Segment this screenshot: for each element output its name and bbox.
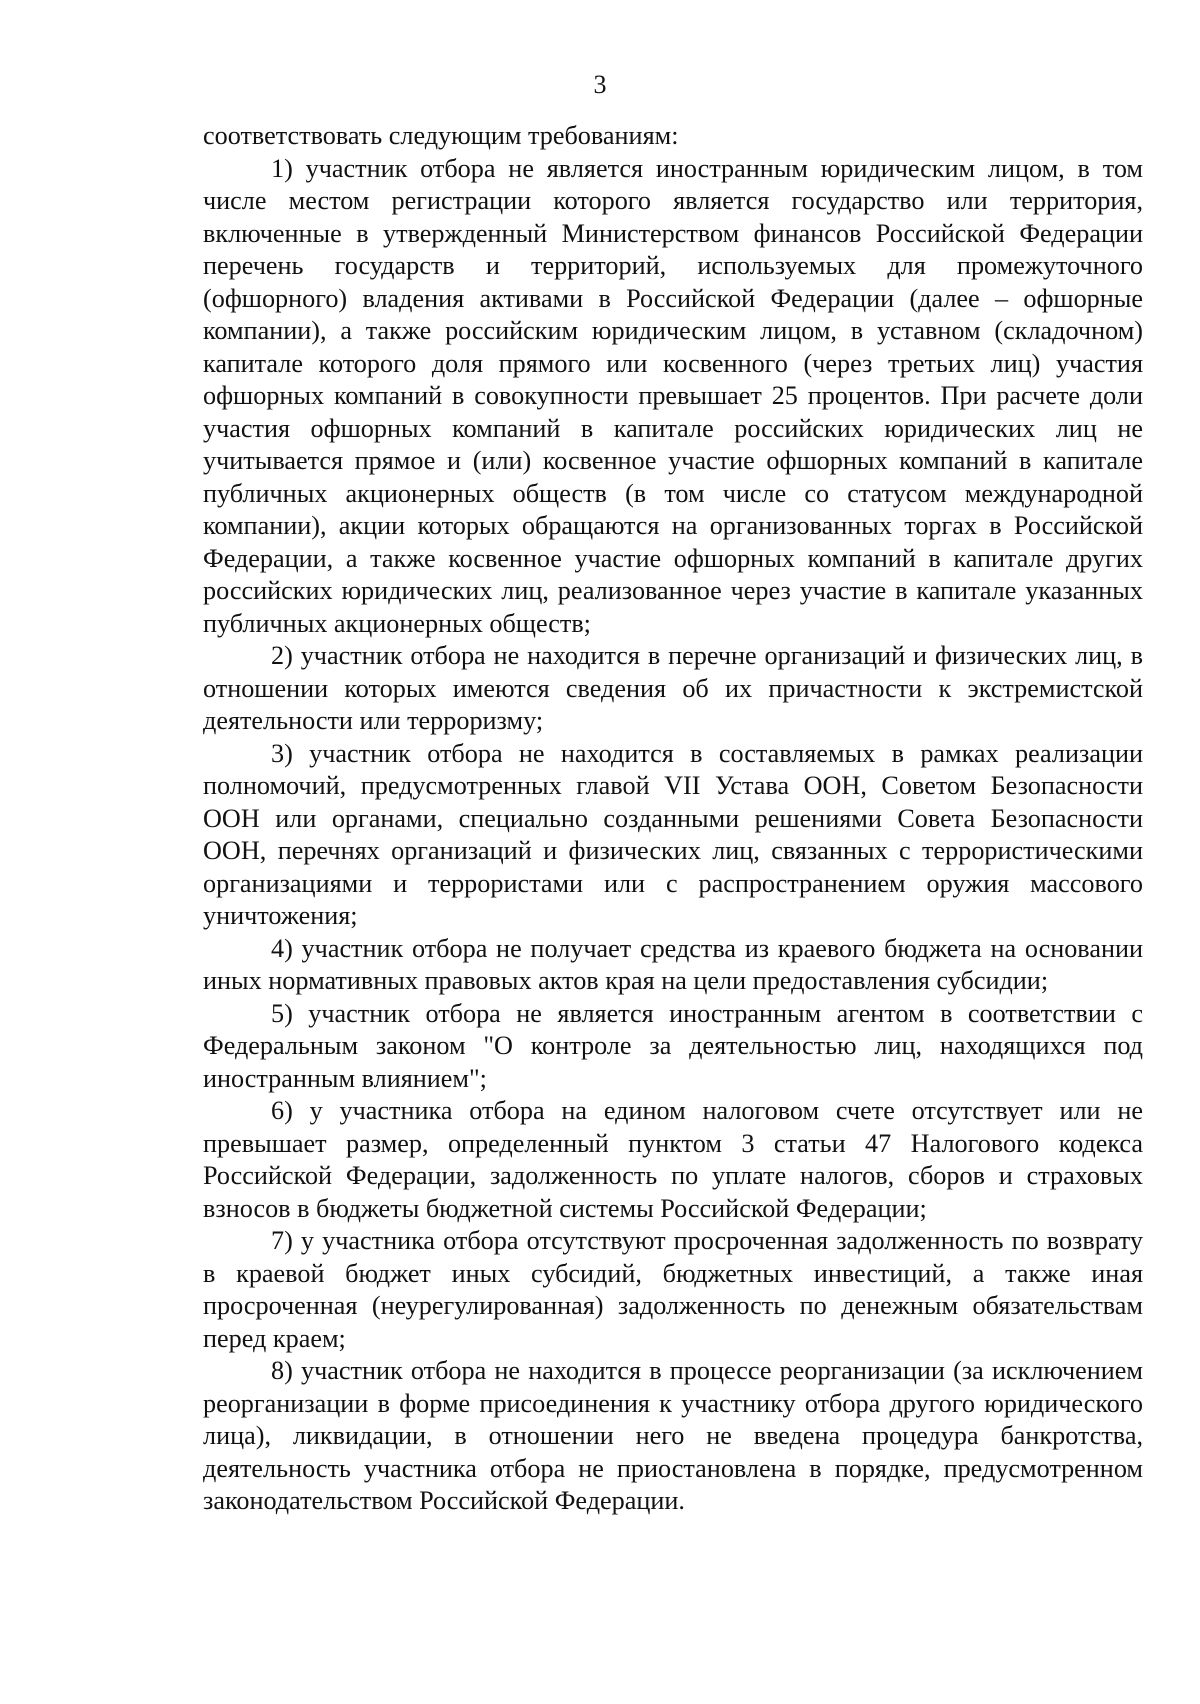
requirement-item-1: 1) участник отбора не является иностранным юридическим лицом, в том числе местом регистрации которого является государство или территория, включенные в утвержденный Министерством финансов Российской Федерации перечень государств и территорий, используемых для промежуточного (офшорного) владения активами в Российской Федерации (далее – офшорные компании), а также российским юридическим лицом, в уставном (складочном) капитале которого доля прямого или косвенного (через третьих лиц) участия офшорных компаний в совокупности превышает 25 процентов. При расчете доли участия офшорных компаний в капитале российских юридических лиц не учитывается прямое и (или) косвенное участие офшорных компаний в капитале публичных акционерных обществ (в том числе со статусом международной компании), акции которых обращаются на организованных торгах в Российской Федерации, а также косвенное участие офшорных компаний в капитале других российских юридических лиц, реализованное через участие в капитале указанных публичных акционерных обществ; <box>203 153 1143 638</box>
requirement-item-8: 8) участник отбора не находится в процессе реорганизации (за исключением реорганизации в форме присоединения к участнику отбора другого юридического лица), ликвидации, в отношении него не введена процедура банкротства, деятельность участника отбора не приостановлена в порядке, предусмотренном законодательством Российской Федерации. <box>203 1356 1143 1515</box>
document-body <box>203 120 1143 1518</box>
page-number: 3 <box>593 70 607 99</box>
requirement-item-3: 3) участник отбора не находится в составляемых в рамках реализации полномочий, предусмотренных главой VII Устава ООН, Советом Безопасности ООН или органами, специально созданными решениями Совета Безопасности ООН, перечнях организаций и физических лиц, связанных с террористическими организациями и террористами или с распространением оружия массового уничтожения; <box>203 738 1143 930</box>
requirement-item-2: 2) участник отбора не находится в перечне организаций и физических лиц, в отношении которых имеются сведения об их причастности к экстремистской деятельности или терроризму; <box>203 641 1143 735</box>
intro-paragraph: соответствовать следующим требованиям: <box>203 121 679 150</box>
requirement-item-4: 4) участник отбора не получает средства из краевого бюджета на основании иных нормативных правовых актов края на цели предоставления субсидии; <box>203 933 1143 995</box>
requirement-item-7: 7) у участника отбора отсутствуют просроченная задолженность по возврату в краевой бюджет иных субсидий, бюджетных инвестиций, а также иная просроченная (неурегулированная) задолженность по денежным обязательствам перед краем; <box>203 1226 1143 1353</box>
requirement-item-5: 5) участник отбора не является иностранным агентом в соответствии с Федеральным законом "О контроле за деятельностью лиц, находящихся под иностранным влиянием"; <box>203 998 1143 1093</box>
requirement-item-6: 6) у участника отбора на едином налоговом счете отсутствует или не превышает размер, определенный пунктом 3 статьи 47 Налогового кодекса Российской Федерации, задолженность по уплате налогов, сборов и страховых взносов в бюджеты бюджетной системы Российской Федерации; <box>203 1096 1143 1223</box>
